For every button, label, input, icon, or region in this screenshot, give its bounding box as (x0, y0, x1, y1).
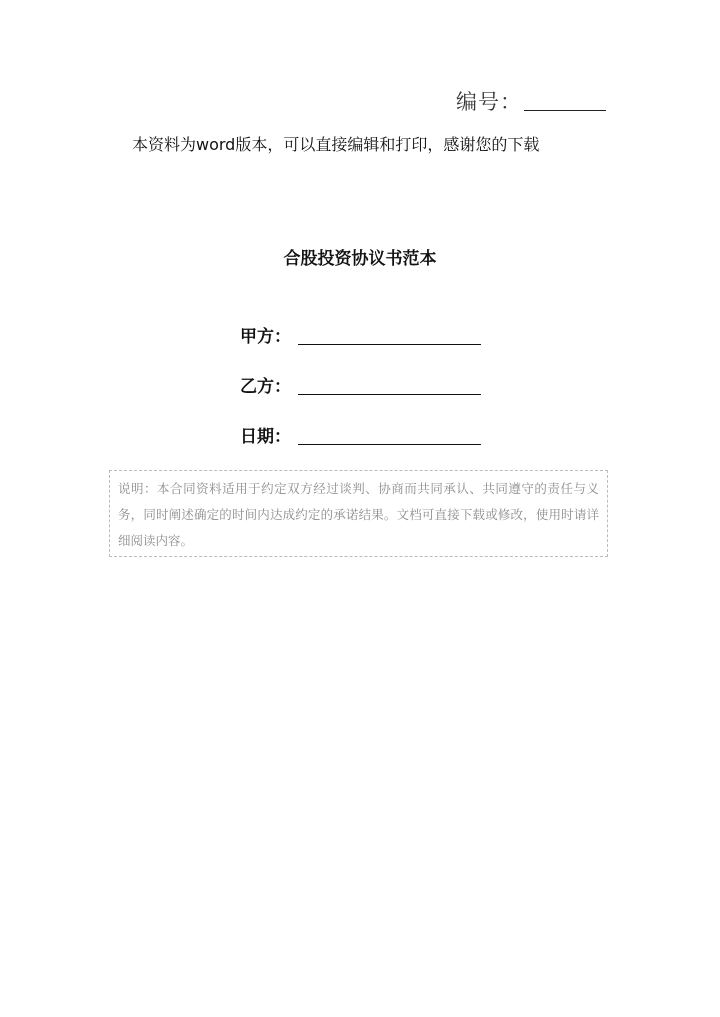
document-title: 合股投资协议书范本 (283, 249, 437, 269)
party-a-label: 甲方： (240, 327, 291, 347)
date-field (240, 422, 481, 447)
document-number-blank (524, 110, 606, 111)
party-a-field (240, 322, 481, 347)
description-text: 说明：本合同资料适用于约定双方经过谈判、协商而共同承认、共同遵守的责任与义务，同时阐述确定的时间内达成约定的承诺结果。文档可直接下载或修改，使用时请详细阅读内容。 (118, 481, 599, 548)
party-b-label: 乙方： (240, 377, 291, 397)
date-label: 日期： (240, 427, 291, 447)
description-box (109, 470, 608, 557)
date-blank (298, 444, 481, 445)
party-a-blank (298, 344, 481, 345)
party-b-blank (298, 394, 481, 395)
document-number-row (456, 86, 606, 116)
document-number-label: 编号： (456, 90, 522, 114)
download-notice: 本资料为word版本，可以直接编辑和打印，感谢您的下载 (132, 135, 540, 154)
party-b-field (240, 372, 481, 397)
